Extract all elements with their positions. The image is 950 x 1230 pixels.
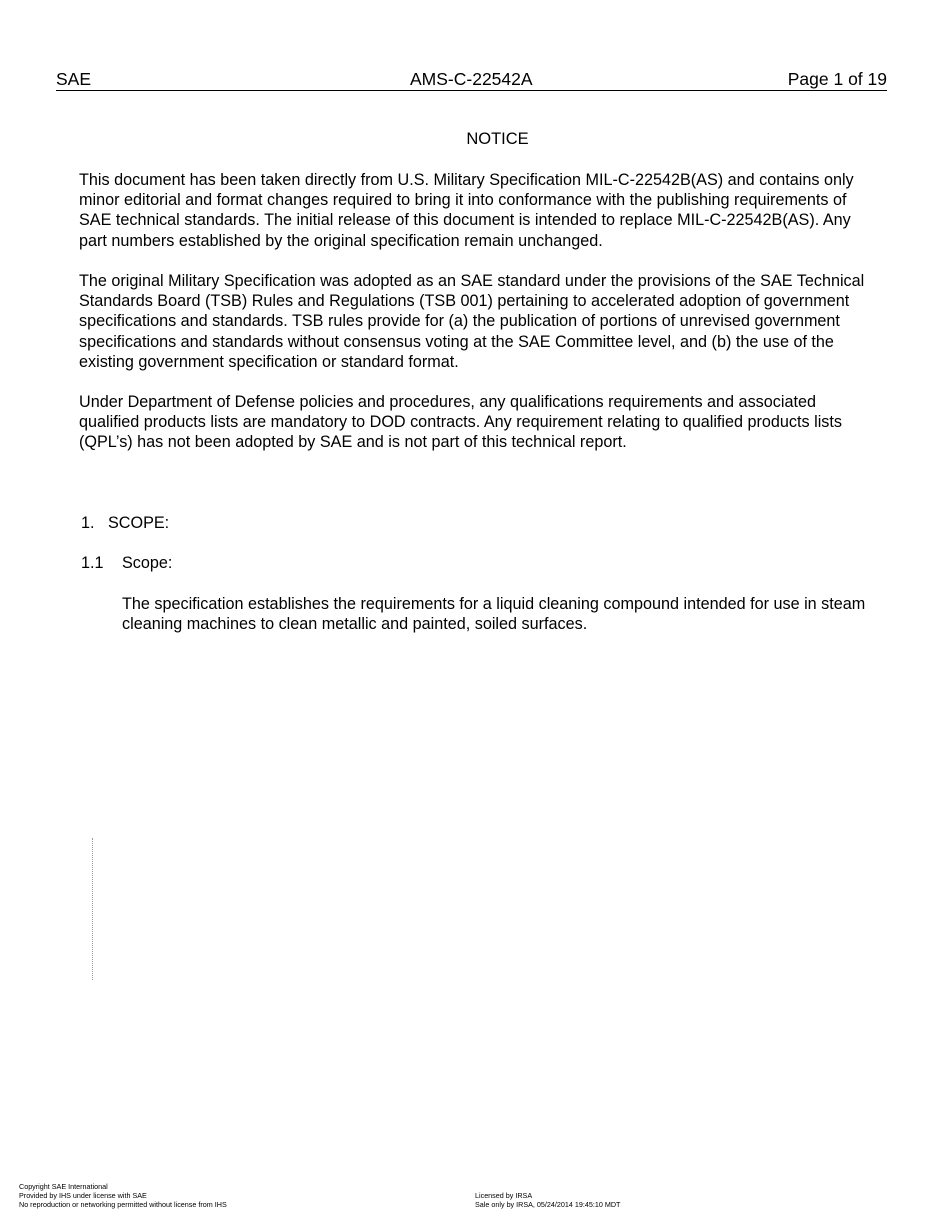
section-1-number: 1. bbox=[81, 514, 95, 532]
section-1-title: SCOPE: bbox=[108, 514, 170, 532]
footer-right-line: Licensed by IRSA bbox=[475, 1191, 533, 1200]
header-org: SAE bbox=[56, 69, 92, 89]
scope-text: The specification establishes the requirements for a liquid cleaning compound intended for use in steam cleaning machines to clean metallic and painted, soiled surfaces. bbox=[122, 595, 866, 634]
header-page-number: Page 1 of 19 bbox=[787, 69, 887, 89]
page-header bbox=[56, 68, 887, 91]
notice-paragraph-2: The original Military Specification was adopted as an SAE standard under the provisions of the SAE Technical Standards Board (TSB) Rules and Regulations (TSB 001) pertaining to accelerated adoption of government specifications and standards. TSB rules provide for (a) the publication of portions of unrevised government specifications and standards without consensus voting at the SAE Committee level, and (b) the use of the existing government specification or standard format. bbox=[79, 272, 865, 371]
section-1-heading bbox=[81, 513, 169, 533]
margin-dotted-mark bbox=[92, 838, 93, 980]
section-1-1-number: 1.1 bbox=[81, 554, 104, 572]
notice-title: NOTICE bbox=[466, 130, 529, 148]
footer-right bbox=[475, 1191, 620, 1209]
footer-left-line: No reproduction or networking permitted without license from IHS bbox=[19, 1200, 227, 1209]
notice-paragraph-3: Under Department of Defense policies and procedures, any qualifications requirements and associated qualified products lists are mandatory to DOD contracts. Any requirement relating to qualified products lists (QPL’s) has not been adopted by SAE and is not part of this technical report. bbox=[79, 393, 842, 452]
footer-left-line: Copyright SAE International bbox=[19, 1182, 108, 1191]
notice-paragraph-1: This document has been taken directly from U.S. Military Specification MIL-C-22542B(AS) and contains only minor editorial and format changes required to bring it into conformance with the publishing requirements of SAE technical standards. The initial release of this document is intended to replace MIL-C-22542B(AS). Any part numbers established by the original specification remain unchanged. bbox=[79, 171, 854, 250]
footer-left bbox=[19, 1182, 227, 1209]
footer-left-line: Provided by IHS under license with SAE bbox=[19, 1191, 147, 1200]
section-1-1-heading bbox=[81, 553, 172, 573]
section-1-1-title: Scope: bbox=[122, 554, 173, 572]
header-doc-number: AMS-C-22542A bbox=[410, 69, 533, 89]
footer-right-line: Sale only by IRSA, 05/24/2014 19:45:10 MDT bbox=[475, 1200, 621, 1209]
